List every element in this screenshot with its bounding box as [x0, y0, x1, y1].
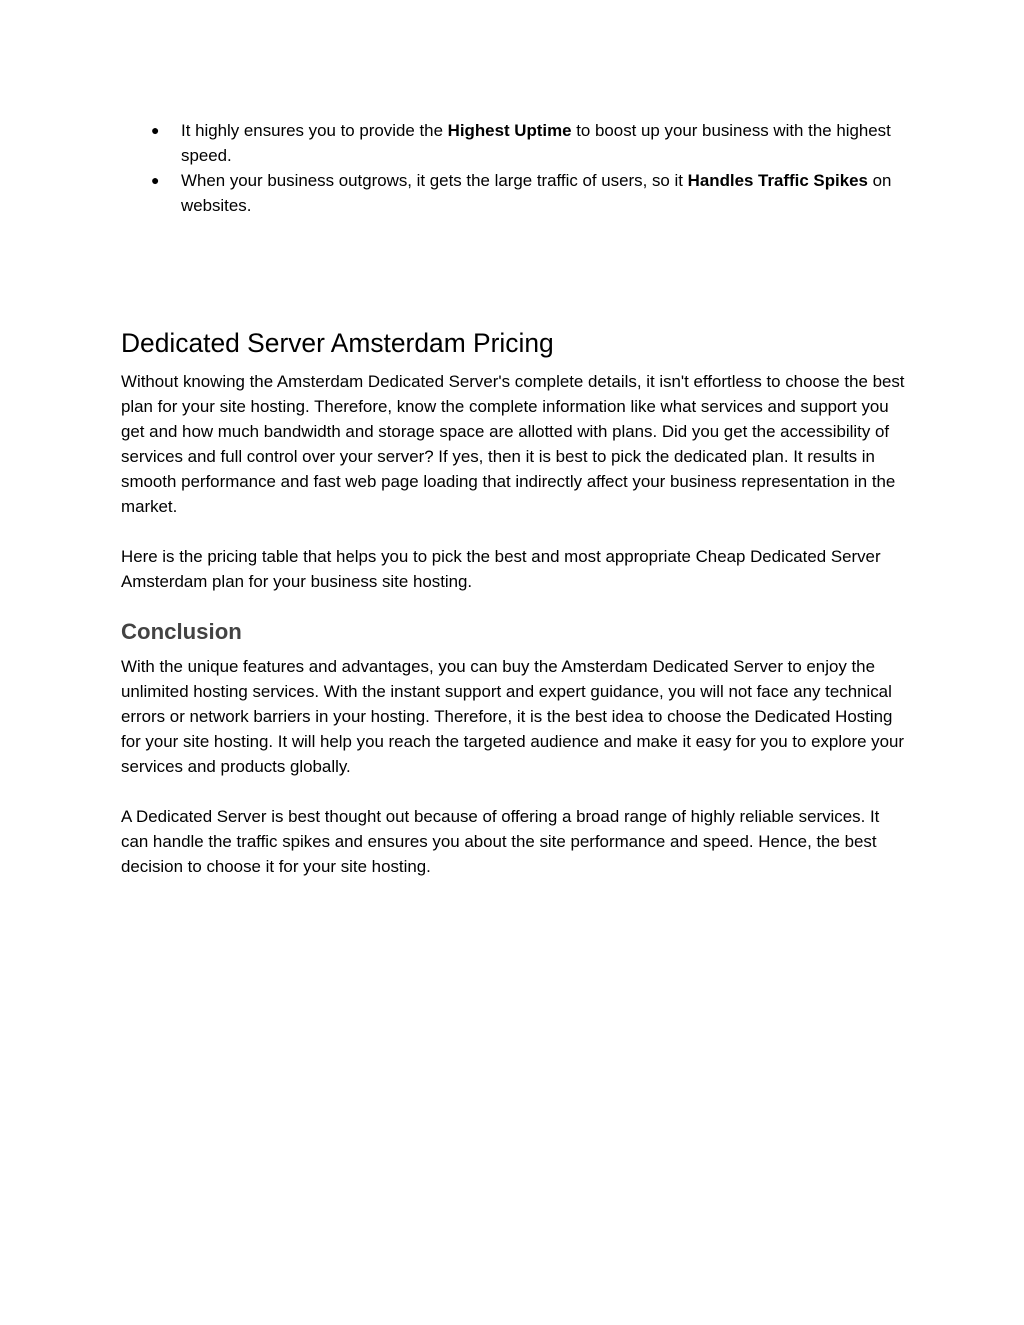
bullet-text: on websites. — [181, 171, 892, 215]
bullet-item-highest-uptime — [121, 118, 907, 168]
bullet-text: to boost up your business with the highest speed. — [181, 121, 891, 165]
bullet-text: It highly ensures you to provide the — [181, 121, 448, 140]
bullet-icon: ● — [151, 172, 160, 188]
pricing-heading: Dedicated Server Amsterdam Pricing — [121, 328, 554, 358]
bullet-text: When your business outgrows, it gets the large traffic of users, so it — [181, 171, 688, 190]
bullet-icon: ● — [151, 122, 160, 138]
pricing-paragraph-table-note: Here is the pricing table that helps you to pick the best and most appropriate Cheap Dedicated Server Amsterdam plan for your business site hosting. — [121, 547, 881, 591]
pricing-paragraph-intro: Without knowing the Amsterdam Dedicated Server's complete details, it isn't effortless to choose the best plan for your site hosting. Therefore, know the complete information like what services and support you get and how much bandwidth and storage space are allotted with plans. Did you get the accessibility of services and full control over your server? If yes, then it is best to pick the dedicated plan. It results in smooth performance and fast web page loading that indirectly affect your business representation in the market. — [121, 372, 905, 516]
bullet-bold-text: Highest Uptime — [447, 121, 572, 140]
document-content — [121, 118, 907, 879]
conclusion-heading: Conclusion — [121, 619, 242, 644]
conclusion-paragraph-main: With the unique features and advantages, you can buy the Amsterdam Dedicated Server to enjoy the unlimited hosting services. With the instant support and expert guidance, you will not face any technical errors or network barriers in your hosting. Therefore, it is the best idea to choose the Dedicated Hosting for your site hosting. It will help you reach the targeted audience and make it easy for you to explore your services and products globally. — [121, 657, 905, 776]
bullet-item-traffic-spikes — [121, 168, 907, 218]
feature-bullet-list — [121, 118, 907, 218]
bullet-bold-text: Handles Traffic Spikes — [687, 171, 868, 190]
conclusion-paragraph-final: A Dedicated Server is best thought out because of offering a broad range of highly reliable services. It can handle the traffic spikes and ensures you about the site performance and speed. Hence, the best decision to choose it for your site hosting. — [121, 807, 880, 876]
